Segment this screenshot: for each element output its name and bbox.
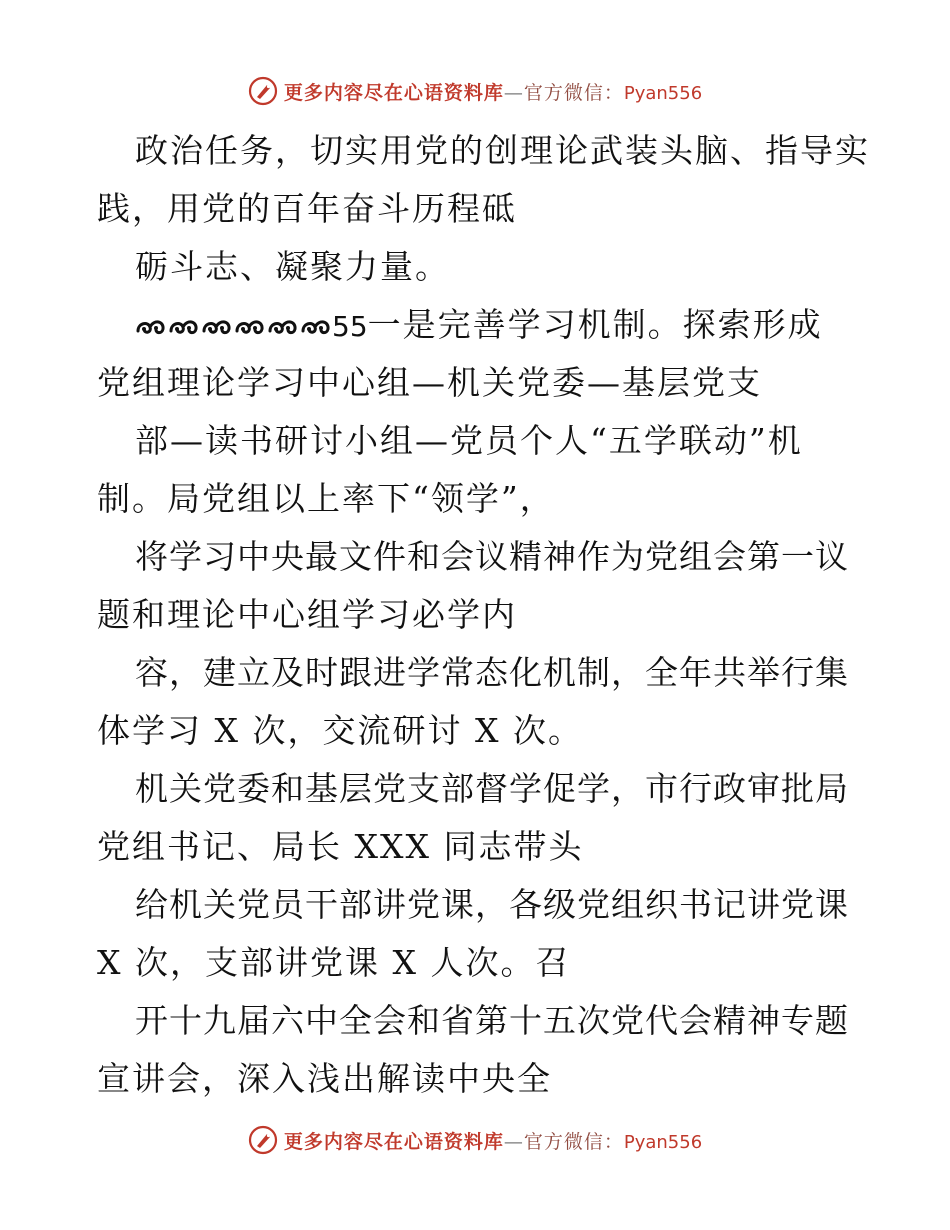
text-line: X 次，支部讲党课 X 人次。召 (97, 943, 571, 982)
text-line: 党组书记、局长 XXX 同志带头 (97, 827, 584, 866)
text-line: 制。局党组以上率下“领学”， (97, 479, 555, 518)
footer-banner (0, 1120, 950, 1160)
text-line-content: 一是完善学习机制。探索形成 (367, 305, 823, 344)
banner-brand: 更多内容尽在心语资料库 (283, 81, 504, 104)
text-line: 砺斗志、凝聚力量。 (135, 247, 450, 286)
banner-separator: — (503, 81, 524, 104)
text-line: 给机关党员干部讲党课，各级党组织书记讲党课 (135, 885, 849, 924)
text-line: 党组理论学习中心组—机关党委—基层党支 (97, 363, 762, 402)
decorative-swirl-bullet-icon (234, 316, 266, 338)
text-line-with-bullets (97, 296, 867, 354)
pen-nib-circle-icon (248, 76, 278, 106)
decorative-swirl-bullet-icon (168, 316, 200, 338)
banner-wechat-id: Pyan556 (623, 82, 703, 104)
text-line: 宣讲会，深入浅出解读中央全 (97, 1059, 552, 1098)
banner-official-label: 官方微信： (523, 81, 624, 104)
text-line: 部—读书研讨小组—党员个人“五学联动”机 (135, 421, 803, 460)
text-line: 容，建立及时跟进学常态化机制，全年共举行集 (135, 653, 849, 692)
decorative-swirl-bullet-icon (267, 316, 299, 338)
decorative-swirl-bullet-icon (300, 316, 332, 338)
pen-nib-circle-icon (248, 1125, 278, 1155)
text-line: 践，用党的百年奋斗历程砥 (97, 189, 517, 228)
text-line: 开十九届六中全会和省第十五次党代会精神专题 (135, 1001, 849, 1040)
decorative-swirl-bullet-icon (201, 316, 233, 338)
document-body (97, 122, 870, 1108)
banner-separator: — (503, 1130, 524, 1153)
text-line: 将学习中央最文件和会议精神作为党组会第一议 (135, 537, 849, 576)
decorative-swirl-bullet-icon (135, 316, 167, 338)
text-line: 政治任务，切实用党的创理论武装头脑、指导实 (135, 131, 870, 170)
bullet-number: 55 (332, 310, 368, 343)
text-line: 体学习 X 次，交流研讨 X 次。 (97, 711, 583, 750)
text-line: 机关党委和基层党支部督学促学，市行政审批局 (135, 769, 849, 808)
banner-official-label: 官方微信： (523, 1130, 624, 1153)
header-banner (0, 71, 950, 111)
banner-wechat-id: Pyan556 (623, 1131, 703, 1153)
banner-brand: 更多内容尽在心语资料库 (283, 1130, 504, 1153)
decorative-bullets (135, 316, 332, 338)
text-line: 题和理论中心组学习必学内 (97, 595, 517, 634)
